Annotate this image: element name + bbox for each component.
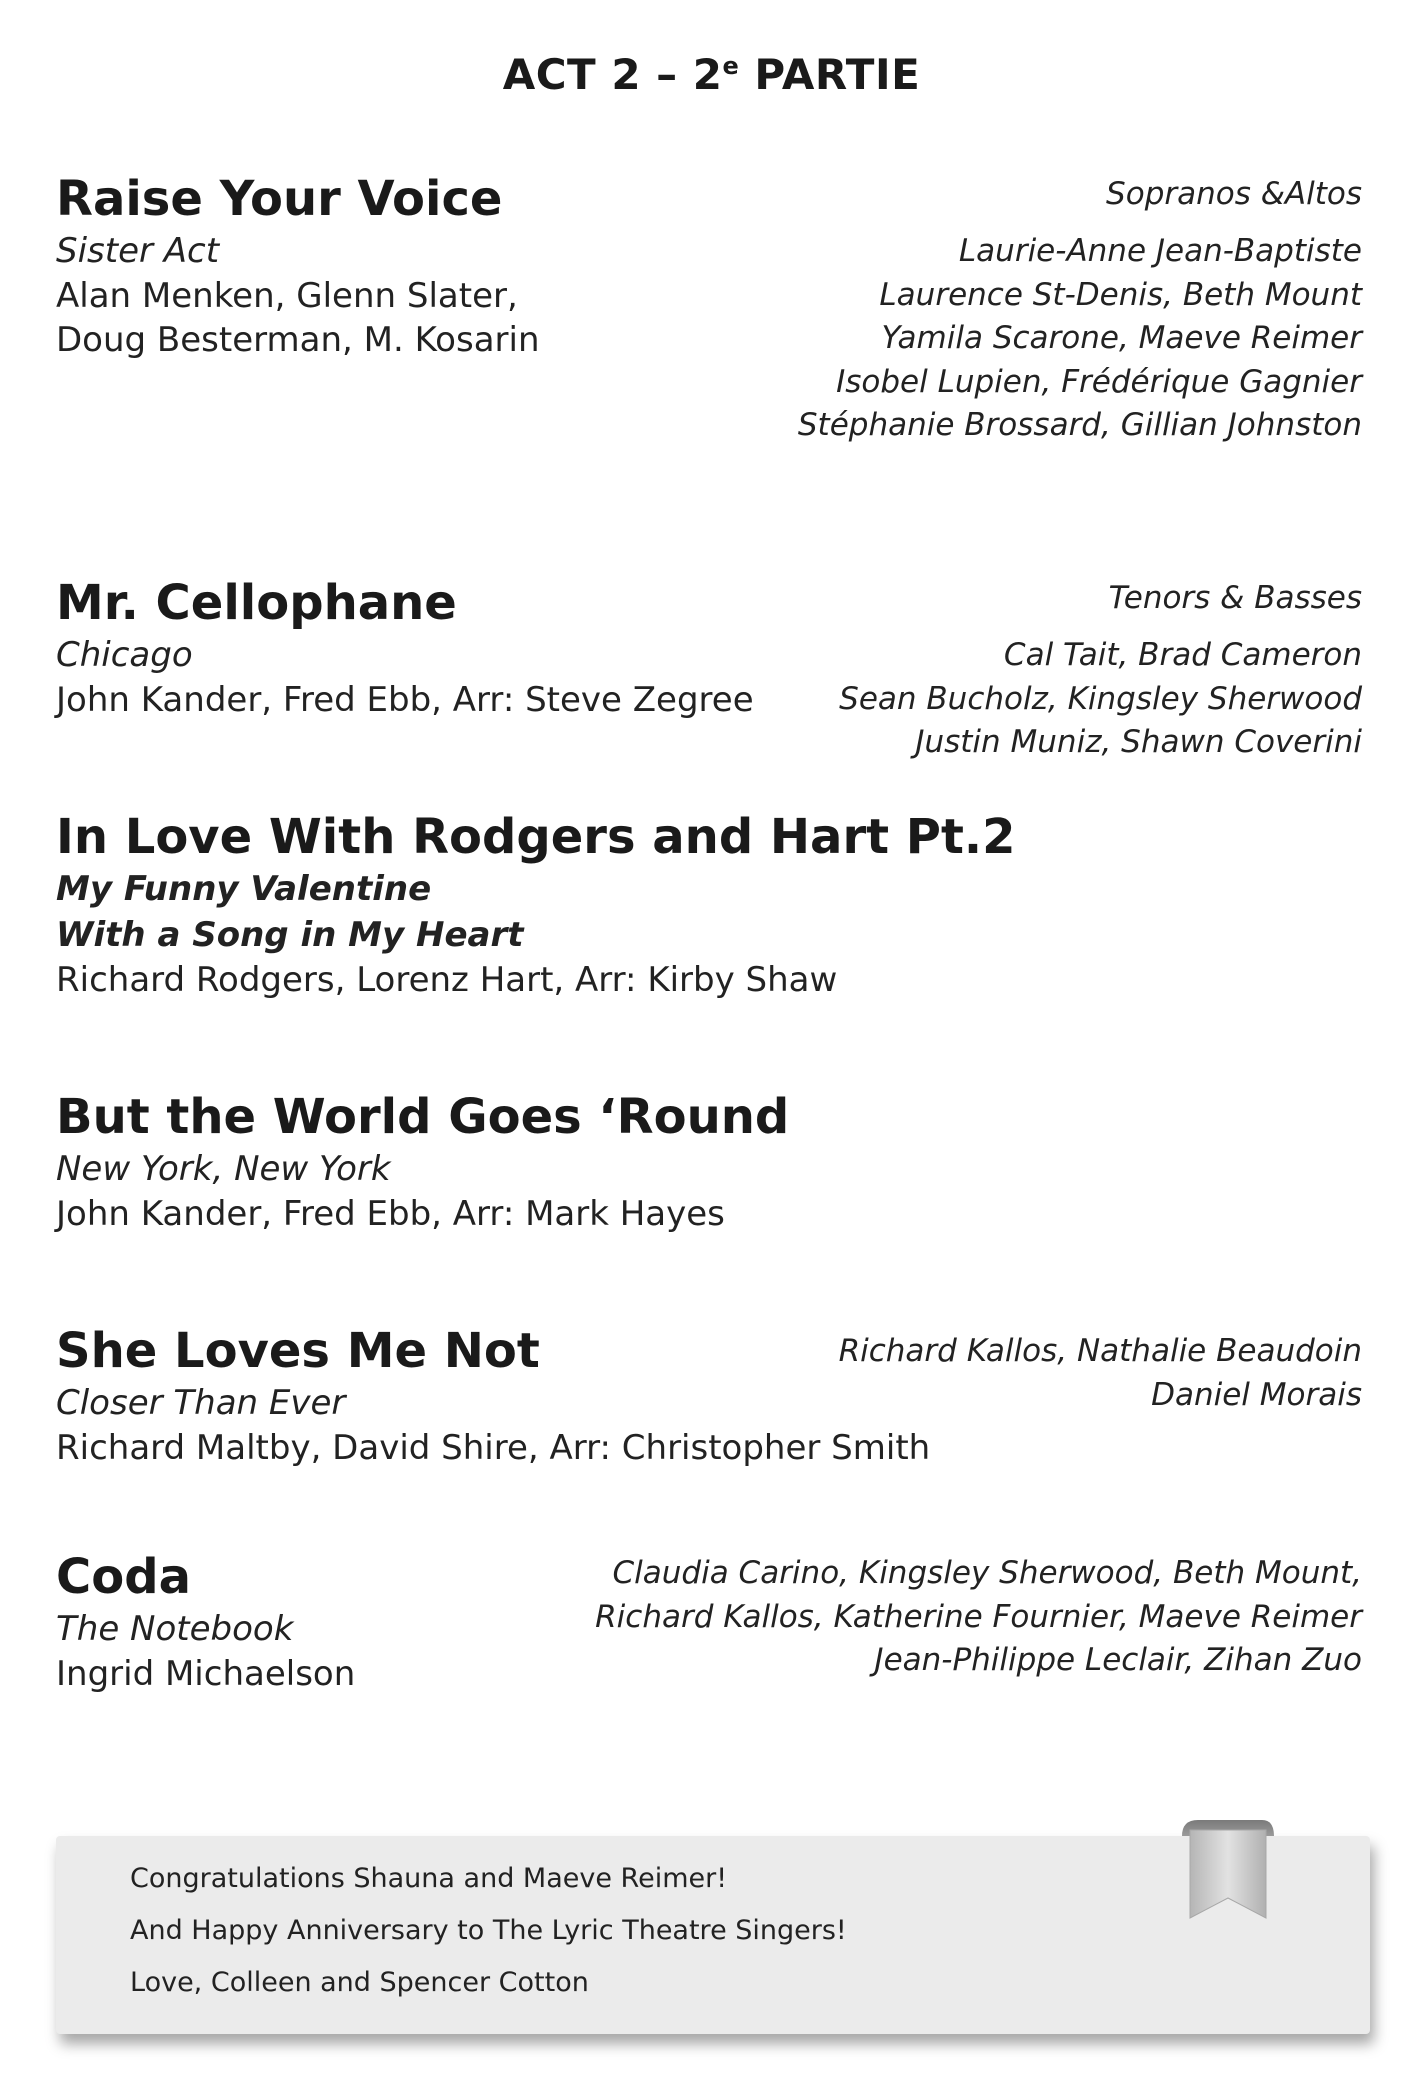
dedication-note <box>56 1836 1370 2034</box>
piece-title: But the World Goes ‘Round <box>56 1089 790 1145</box>
piece-title: Mr. Cellophane <box>56 575 457 631</box>
composer-credit: Ingrid Michaelson <box>56 1654 356 1694</box>
act-title-superscript: e <box>722 52 740 80</box>
performer-line: Daniel Morais <box>1151 1376 1362 1413</box>
show-name: The Notebook <box>56 1609 294 1649</box>
performer-line: Sean Bucholz, Kingsley Sherwood <box>839 680 1362 717</box>
performer-line: Laurence St-Denis, Beth Mount <box>879 276 1362 313</box>
bookmark-ribbon-icon <box>1178 1818 1278 1922</box>
show-name: New York, New York <box>56 1149 391 1189</box>
composer-credit: Richard Maltby, David Shire, Arr: Christopher Smith <box>56 1428 931 1468</box>
performer-line: Stéphanie Brossard, Gillian Johnston <box>797 407 1362 443</box>
performer-line: Claudia Carino, Kingsley Sherwood, Beth Mount, <box>612 1555 1362 1591</box>
song-name: With a Song in My Heart <box>56 915 524 955</box>
piece-title: Coda <box>56 1549 191 1605</box>
performer-line: Laurie-Anne Jean-Baptiste <box>958 233 1362 269</box>
show-name: Sister Act <box>56 231 220 271</box>
piece-title: She Loves Me Not <box>56 1323 540 1379</box>
performer-line: Richard Kallos, Katherine Fournier, Maeve Reimer <box>595 1598 1362 1635</box>
performer-line: Yamila Scarone, Maeve Reimer <box>881 320 1362 356</box>
piece-title: In Love With Rodgers and Hart Pt.2 <box>56 809 1016 865</box>
composer-credit: Doug Besterman, M. Kosarin <box>56 320 540 360</box>
show-name: Closer Than Ever <box>56 1383 346 1423</box>
performer-line: Jean-Philippe Leclair, Zihan Zuo <box>874 1642 1362 1678</box>
note-line: And Happy Anniversary to The Lyric Theatre Singers! <box>130 1915 847 1946</box>
performer-section-label: Tenors & Basses <box>1108 580 1362 616</box>
performer-section-label: Sopranos &Altos <box>1106 176 1362 212</box>
composer-credit: John Kander, Fred Ebb, Arr: Steve Zegree <box>56 680 754 720</box>
composer-credit: Richard Rodgers, Lorenz Hart, Arr: Kirby Shaw <box>56 960 838 1000</box>
note-line: Congratulations Shauna and Maeve Reimer! <box>130 1863 728 1894</box>
composer-credit: Alan Menken, Glenn Slater, <box>56 276 518 316</box>
act-title-text: ACT 2 – 2 <box>502 50 723 99</box>
performer-line: Richard Kallos, Nathalie Beaudoin <box>838 1333 1362 1369</box>
act-title <box>0 50 1423 99</box>
performer-line: Justin Muniz, Shawn Coverini <box>915 724 1362 760</box>
note-line: Love, Colleen and Spencer Cotton <box>130 1967 589 1998</box>
song-name: My Funny Valentine <box>56 869 432 909</box>
show-name: Chicago <box>56 635 193 675</box>
composer-credit: John Kander, Fred Ebb, Arr: Mark Hayes <box>56 1194 725 1234</box>
performer-line: Cal Tait, Brad Cameron <box>1003 637 1362 673</box>
act-title-tail: PARTIE <box>739 50 921 99</box>
piece-title: Raise Your Voice <box>56 171 503 227</box>
performer-line: Isobel Lupien, Frédérique Gagnier <box>836 363 1362 400</box>
